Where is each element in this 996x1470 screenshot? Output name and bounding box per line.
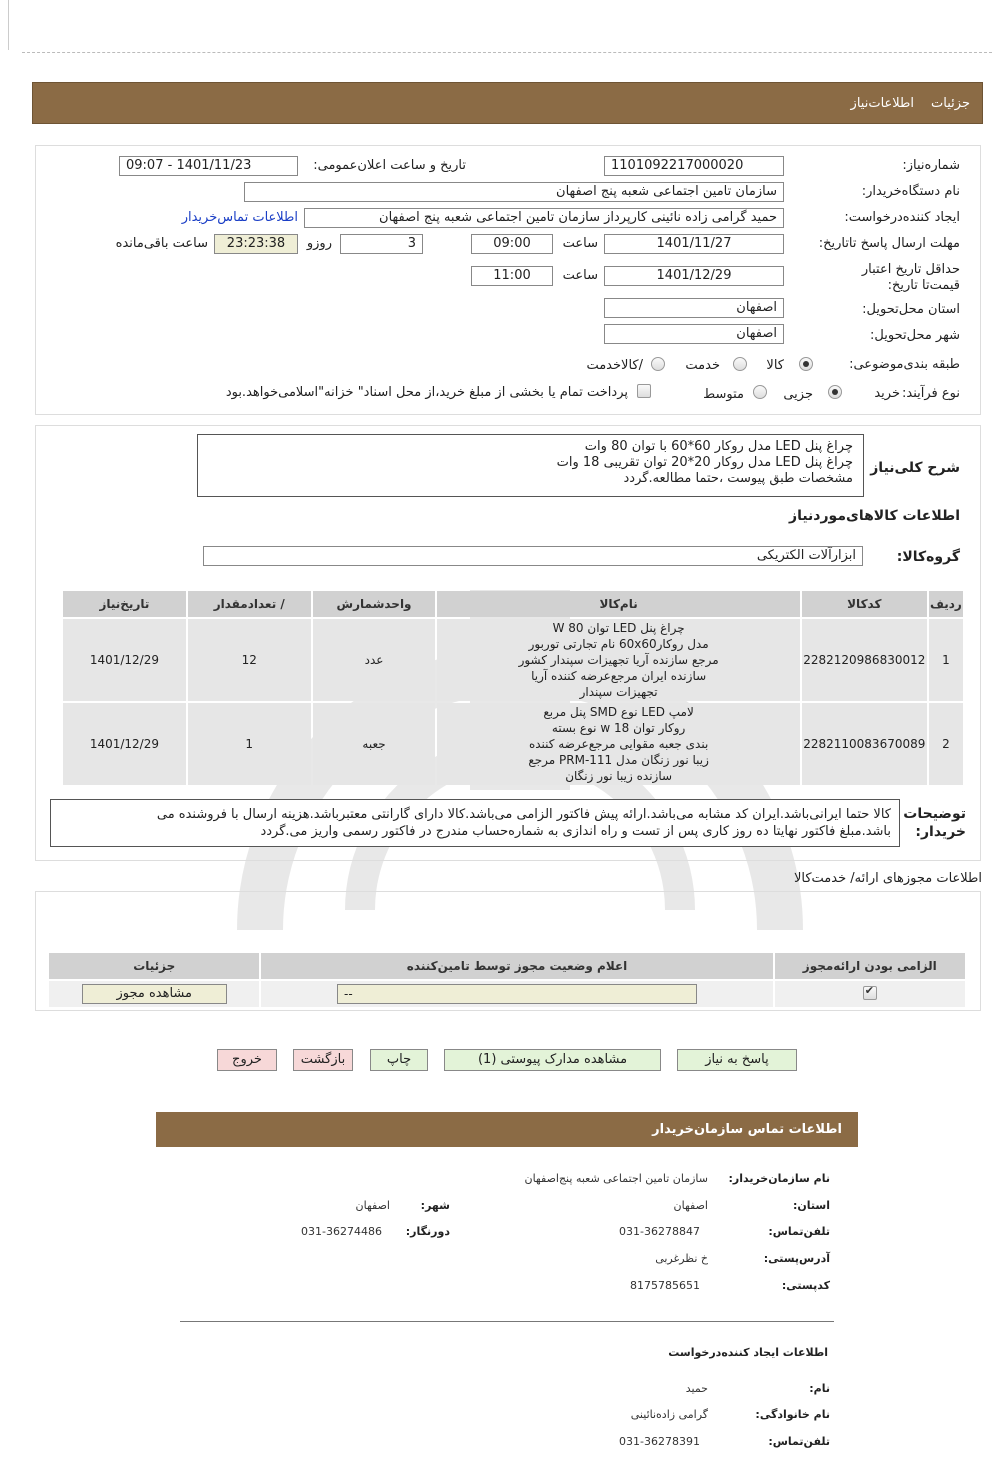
process-medium-label: متوسط [703, 387, 744, 402]
category-goods-service-radio[interactable] [651, 357, 665, 371]
buyer-notes-line-2: باشد.مبلغ فاکتور نهایتا ده روز کاری پس از تست و راه اندازی به شماره‌حساب مندرج در فاکتور رسمی واریز می.گردد [260, 824, 891, 839]
table-row [63, 619, 963, 701]
col-name: نام‌کالا [437, 591, 799, 617]
need-number-field: 1101092217000020 [604, 156, 784, 176]
contact-org-label: نام سازمان‌خریدار: [728, 1172, 830, 1185]
col-index: ردیف [929, 591, 963, 617]
validity-date-field: 1401/12/29 [604, 266, 784, 286]
contact-address-label: آدرس‌پستی: [763, 1252, 830, 1265]
process-partial-radio[interactable] [828, 385, 842, 399]
row-name-line: مدل روکار60x60 نام تجارتی توربور [528, 637, 709, 651]
summary-line-1: چراغ پنل LED مدل روکار 60*60 با توان 80 وات [584, 439, 853, 454]
col-qty: / تعدادمقدار [188, 591, 311, 617]
creator-label: ایجاد کننده‌درخواست: [844, 210, 960, 225]
category-service-label: خدمت [685, 358, 720, 373]
days-label: روزو [306, 236, 332, 251]
row-name-line: لامپ LED نوع SMD پنل مربع [543, 705, 694, 719]
page-header-bar [32, 82, 983, 124]
contact-title: اطلاعات تماس سازمان‌خریدار [652, 1122, 842, 1137]
col-permit-required: الزامی بودن ارائه‌مجوز [775, 953, 965, 979]
announce-label: تاریخ و ساعت اعلان‌عمومی: [313, 158, 466, 173]
buyer-org-field: سازمان تامین اجتماعی شعبه پنج اصفهان [244, 182, 784, 202]
creator-phone-value: 031-36278391 [619, 1435, 700, 1448]
validity-time-label: ساعت [562, 268, 598, 283]
remaining-label: ساعت باقی‌مانده [115, 236, 208, 251]
remaining-time-field: 23:23:38 [214, 234, 298, 254]
creator-field: حمید گرامی زاده نائینی کارپرداز سازمان تامین اجتماعی شعبه پنج اصفهان [304, 208, 784, 228]
row-index: 1 [929, 619, 963, 701]
announce-datetime-field: 1401/11/23 - 09:07 [119, 156, 298, 176]
page-border-line [8, 0, 9, 50]
top-divider [22, 52, 992, 53]
category-service-radio[interactable] [733, 357, 747, 371]
city-label: شهر محل‌تحویل: [870, 328, 960, 343]
need-number-label: شماره‌نیاز: [902, 158, 960, 173]
row-qty: 1 [188, 703, 311, 785]
permit-status-cell [261, 981, 772, 1007]
row-name-line: تجهیزات سپندار [579, 685, 658, 699]
attachments-button[interactable]: مشاهده مدارک پیوستی (1) [444, 1049, 661, 1071]
reply-button[interactable]: پاسخ به نیاز [677, 1049, 797, 1071]
contact-postal-value: 8175785651 [630, 1279, 700, 1292]
contact-city-label: شهر: [420, 1199, 450, 1212]
province-field: اصفهان [604, 298, 784, 318]
creator-name-label: نام: [809, 1382, 830, 1395]
contact-divider [180, 1321, 834, 1322]
col-date: تاریخ‌نیاز [63, 591, 186, 617]
contact-province-label: استان: [793, 1199, 830, 1212]
contact-header-bar [156, 1112, 858, 1147]
permits-table [47, 951, 967, 1009]
buyer-notes-label-2: خریدار: [915, 824, 966, 840]
goods-group-field: ابزارآلات الکتریکی [203, 546, 863, 566]
contact-city-value: اصفهان [355, 1199, 390, 1212]
row-code: 2282120986830012 [802, 619, 927, 701]
creator-family-value: گرامی زاده‌نائینی [630, 1408, 708, 1421]
treasury-payment-note: پرداخت تمام یا بخشی از مبلغ خرید،از محل اسناد" خزانه"اسلامی‌خواهد.بود [225, 385, 628, 400]
row-name-line: سازنده زیبا نور زنگان [565, 769, 673, 783]
process-medium-radio[interactable] [753, 385, 767, 399]
contact-address-value: خ نظرغربی [655, 1252, 708, 1265]
items-table [61, 589, 965, 787]
table-row [63, 703, 963, 785]
permit-required-cell [775, 981, 965, 1007]
contact-phone-label: تلفن‌تماس: [768, 1225, 830, 1238]
view-permit-button[interactable]: مشاهده مجوز [82, 984, 227, 1004]
exit-button[interactable]: خروج [217, 1049, 277, 1071]
goods-group-label: گروه‌کالا: [896, 549, 960, 565]
province-label: استان محل‌تحویل: [862, 302, 960, 317]
contact-phone-value: 031-36278847 [619, 1225, 700, 1238]
days-field: 3 [340, 234, 423, 254]
print-button[interactable]: چاپ [370, 1049, 428, 1071]
row-name [437, 703, 799, 785]
col-permit-details: جزئیات [49, 953, 259, 979]
contact-org-value: سازمان تامین اجتماعی شعبه پنج‌اصفهان [524, 1172, 708, 1185]
validity-time-field: 11:00 [471, 266, 553, 286]
row-name-line: زیبا نور زنگان مدل PRM-111 مرجع [528, 753, 709, 767]
row-name-line: چراغ پنل LED توان 80 W [552, 621, 685, 635]
contact-fax-label: دورنگار: [405, 1225, 450, 1238]
validity-label: حداقل تاریخ اعتبار قیمت‌تا تاریخ: [861, 262, 960, 293]
creator-info-title: اطلاعات ایجاد کننده‌درخواست [668, 1346, 828, 1359]
row-name-line: روکار توان 18 w نوع بسته [551, 721, 686, 735]
goods-info-title: اطلاعات کالاهای‌موردنیاز [789, 508, 960, 524]
permit-status-field: -- [337, 984, 697, 1004]
row-name-line: بندی جعبه مقوایی مرجع‌عرضه کننده [528, 737, 709, 751]
summary-line-2: چراغ پنل LED مدل روکار 20*20 توان تقریبی 18 وات [556, 455, 853, 470]
deadline-date-field: 1401/11/27 [604, 234, 784, 254]
deadline-time-label: ساعت [562, 236, 598, 251]
row-name-line: مرجع سازنده آریا تجهیزات سپندار کشور [518, 653, 719, 667]
summary-description [197, 434, 864, 497]
creator-phone-label: تلفن‌تماس: [768, 1435, 830, 1448]
header-details: جزئیات [931, 96, 970, 111]
deadline-time-field: 09:00 [471, 234, 553, 254]
row-date: 1401/12/29 [63, 619, 186, 701]
col-unit: واحدشمارش [313, 591, 436, 617]
city-field: اصفهان [604, 324, 784, 344]
row-qty: 12 [188, 619, 311, 701]
header-need-info: اطلاعات‌نیاز [850, 96, 914, 111]
buyer-notes-box [50, 799, 900, 847]
row-name-line: سازنده ایران مرجع‌عرضه کننده آریا [531, 669, 707, 683]
deadline-label: مهلت ارسال پاسخ تا‌تاریخ: [818, 236, 960, 251]
summary-label: شرح کلی‌نیاز [870, 460, 960, 476]
contact-fax-value: 031-36274486 [301, 1225, 382, 1238]
buyer-notes-line-1: کالا حتما ایرانی‌باشد.ایران کد مشابه می‌باشد.ارائه پیش فاکتور الزامی می‌باشد.کالا دارای گارانتی معتبرباشد.هزینه ارسال با فروشنده می [156, 807, 891, 822]
process-partial-label: جزیی [783, 387, 813, 402]
category-goods-service-label: /کالاخدمت [586, 358, 643, 373]
permit-required-checkbox[interactable] [863, 986, 877, 1000]
col-code: کدکالا [802, 591, 927, 617]
contact-province-value: اصفهان [673, 1199, 708, 1212]
summary-line-3: مشخصات طبق پیوست ،حتما مطالعه.گردد [623, 471, 853, 486]
col-permit-status: اعلام وضعیت مجوز توسط تامین‌کننده [261, 953, 772, 979]
process-buy-label: خرید [874, 386, 900, 401]
contact-postal-label: کدپستی: [781, 1279, 830, 1292]
row-code: 2282110083670089 [802, 703, 927, 785]
row-date: 1401/12/29 [63, 703, 186, 785]
category-goods-label: کالا [766, 358, 784, 373]
permit-details-cell [49, 981, 259, 1007]
treasury-payment-checkbox[interactable] [637, 384, 651, 398]
buyer-notes-label-1: توضیحات [903, 806, 966, 822]
row-unit: جعبه [313, 703, 436, 785]
row-index: 2 [929, 703, 963, 785]
creator-name-value: حمید [685, 1382, 708, 1395]
category-label: طبقه بندی‌موضوعی: [849, 357, 960, 372]
buyer-org-label: نام دستگاه‌خریدار: [861, 184, 960, 199]
process-label: نوع فرآیند: [902, 386, 960, 401]
category-goods-radio[interactable] [799, 357, 813, 371]
row-unit: عدد [313, 619, 436, 701]
permits-title: اطلاعات مجوزهای ارائه/ خدمت‌کالا [793, 871, 982, 886]
row-name [437, 619, 799, 701]
creator-family-label: نام خانوادگی: [755, 1408, 830, 1421]
table-row [49, 981, 965, 1007]
buyer-contact-link[interactable]: اطلاعات تماس‌خریدار [181, 210, 298, 225]
back-button[interactable]: بازگشت [293, 1049, 353, 1071]
